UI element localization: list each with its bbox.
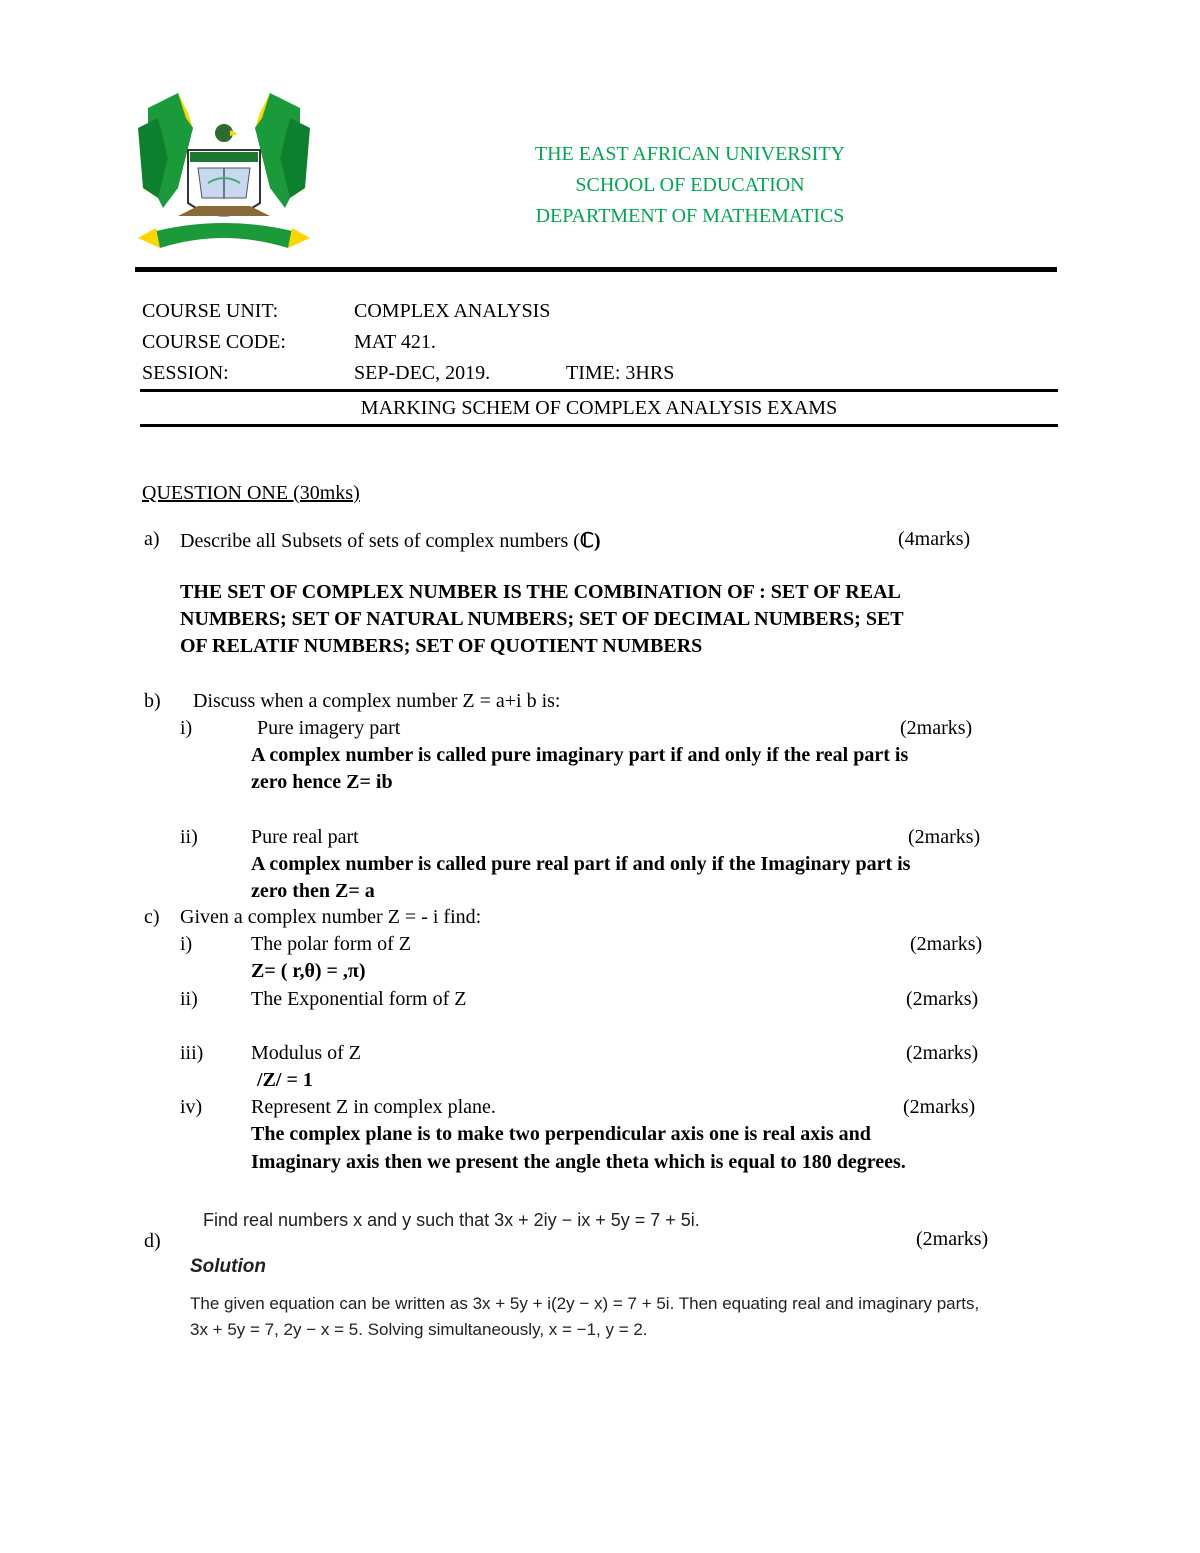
marking-scheme-banner: MARKING SCHEM OF COMPLEX ANALYSIS EXAMS (360, 397, 838, 419)
part-c-i-marks: (2marks) (910, 933, 983, 955)
course-unit-label: COURSE UNIT: (142, 300, 279, 322)
part-c-iii-text: Modulus of Z (251, 1042, 361, 1064)
part-c-iv-answer-line: Imaginary axis then we present the angle theta which is equal to 180 degrees. (251, 1151, 906, 1173)
header-divider (135, 267, 1057, 272)
session-value: SEP-DEC, 2019. (354, 362, 491, 384)
course-code-value: MAT 421. (354, 331, 436, 353)
banner-top-rule (140, 389, 1058, 392)
part-a-text: Describe all Subsets of sets of complex numbers (ℂ) (180, 530, 601, 552)
part-c-ii-marks: (2marks) (906, 988, 979, 1010)
part-b-i-answer-line: A complex number is called pure imaginary part if and only if the real part is (251, 744, 909, 766)
university-name: THE EAST AFRICAN UNIVERSITY (534, 143, 846, 165)
part-a-label: a) (144, 528, 160, 550)
part-a-answer-line: OF RELATIF NUMBERS; SET OF QUOTIENT NUMBERS (180, 635, 703, 657)
department-name: DEPARTMENT OF MATHEMATICS (535, 205, 845, 227)
solution-line: The given equation can be written as 3x + 5y + i(2y − x) = 7 + 5i. Then equating real and imaginary parts, (190, 1294, 980, 1313)
part-b-ii-answer-line: A complex number is called pure real part if and only if the Imaginary part is (251, 853, 911, 875)
part-c-text: Given a complex number Z = - i find: (180, 906, 482, 928)
part-b-ii-marks: (2marks) (908, 826, 981, 848)
part-d-problem: Find real numbers x and y such that 3x + 2iy − ix + 5y = 7 + 5i. (203, 1210, 700, 1230)
part-c-iv-text: Represent Z in complex plane. (251, 1096, 496, 1118)
part-b-ii-label: ii) (180, 826, 198, 848)
course-unit-value: COMPLEX ANALYSIS (354, 300, 551, 322)
university-crest-icon (138, 88, 310, 256)
solution-title: Solution (190, 1256, 266, 1277)
part-c-iv-marks: (2marks) (903, 1096, 976, 1118)
part-c-ii-text: The Exponential form of Z (251, 988, 467, 1010)
solution-line: 3x + 5y = 7, 2y − x = 5. Solving simultaneously, x = −1, y = 2. (190, 1320, 648, 1339)
part-b-i-marks: (2marks) (900, 717, 973, 739)
part-c-iv-answer-line: The complex plane is to make two perpendicular axis one is real axis and (251, 1123, 871, 1145)
part-b-i-label: i) (180, 717, 193, 739)
part-d-label: d) (144, 1230, 161, 1252)
part-c-i-text: The polar form of Z (251, 933, 411, 955)
part-d-marks: (2marks) (916, 1228, 989, 1250)
time-allowed: TIME: 3HRS (566, 362, 675, 384)
part-c-ii-label: ii) (180, 988, 198, 1010)
question-title: QUESTION ONE (30mks) (142, 482, 360, 504)
part-a-answer-line: NUMBERS; SET OF NATURAL NUMBERS; SET OF DECIMAL NUMBERS; SET (180, 608, 904, 630)
school-name: SCHOOL OF EDUCATION (575, 174, 805, 196)
part-b-text: Discuss when a complex number Z = a+i b is: (193, 690, 561, 712)
part-c-label: c) (144, 906, 160, 928)
part-b-i-answer-line: zero hence Z= ib (251, 771, 393, 793)
part-b-label: b) (144, 690, 161, 712)
part-b-ii-text: Pure real part (251, 826, 359, 848)
part-c-iv-label: iv) (180, 1096, 203, 1118)
part-c-i-label: i) (180, 933, 193, 955)
part-a-answer-line: THE SET OF COMPLEX NUMBER IS THE COMBINATION OF : SET OF REAL (180, 581, 901, 603)
session-label: SESSION: (142, 362, 229, 384)
part-c-iii-label: iii) (180, 1042, 204, 1064)
part-b-i-text: Pure imagery part (257, 717, 401, 739)
part-b-ii-answer-line: zero then Z= a (251, 880, 375, 902)
course-code-label: COURSE CODE: (142, 331, 286, 353)
part-c-i-answer: Z= ( r,θ) = ,π) (251, 960, 366, 982)
part-c-iii-marks: (2marks) (906, 1042, 979, 1064)
part-c-iii-answer: /Z/ = 1 (257, 1069, 313, 1091)
part-a-marks: (4marks) (898, 528, 971, 550)
banner-bottom-rule (140, 424, 1058, 427)
